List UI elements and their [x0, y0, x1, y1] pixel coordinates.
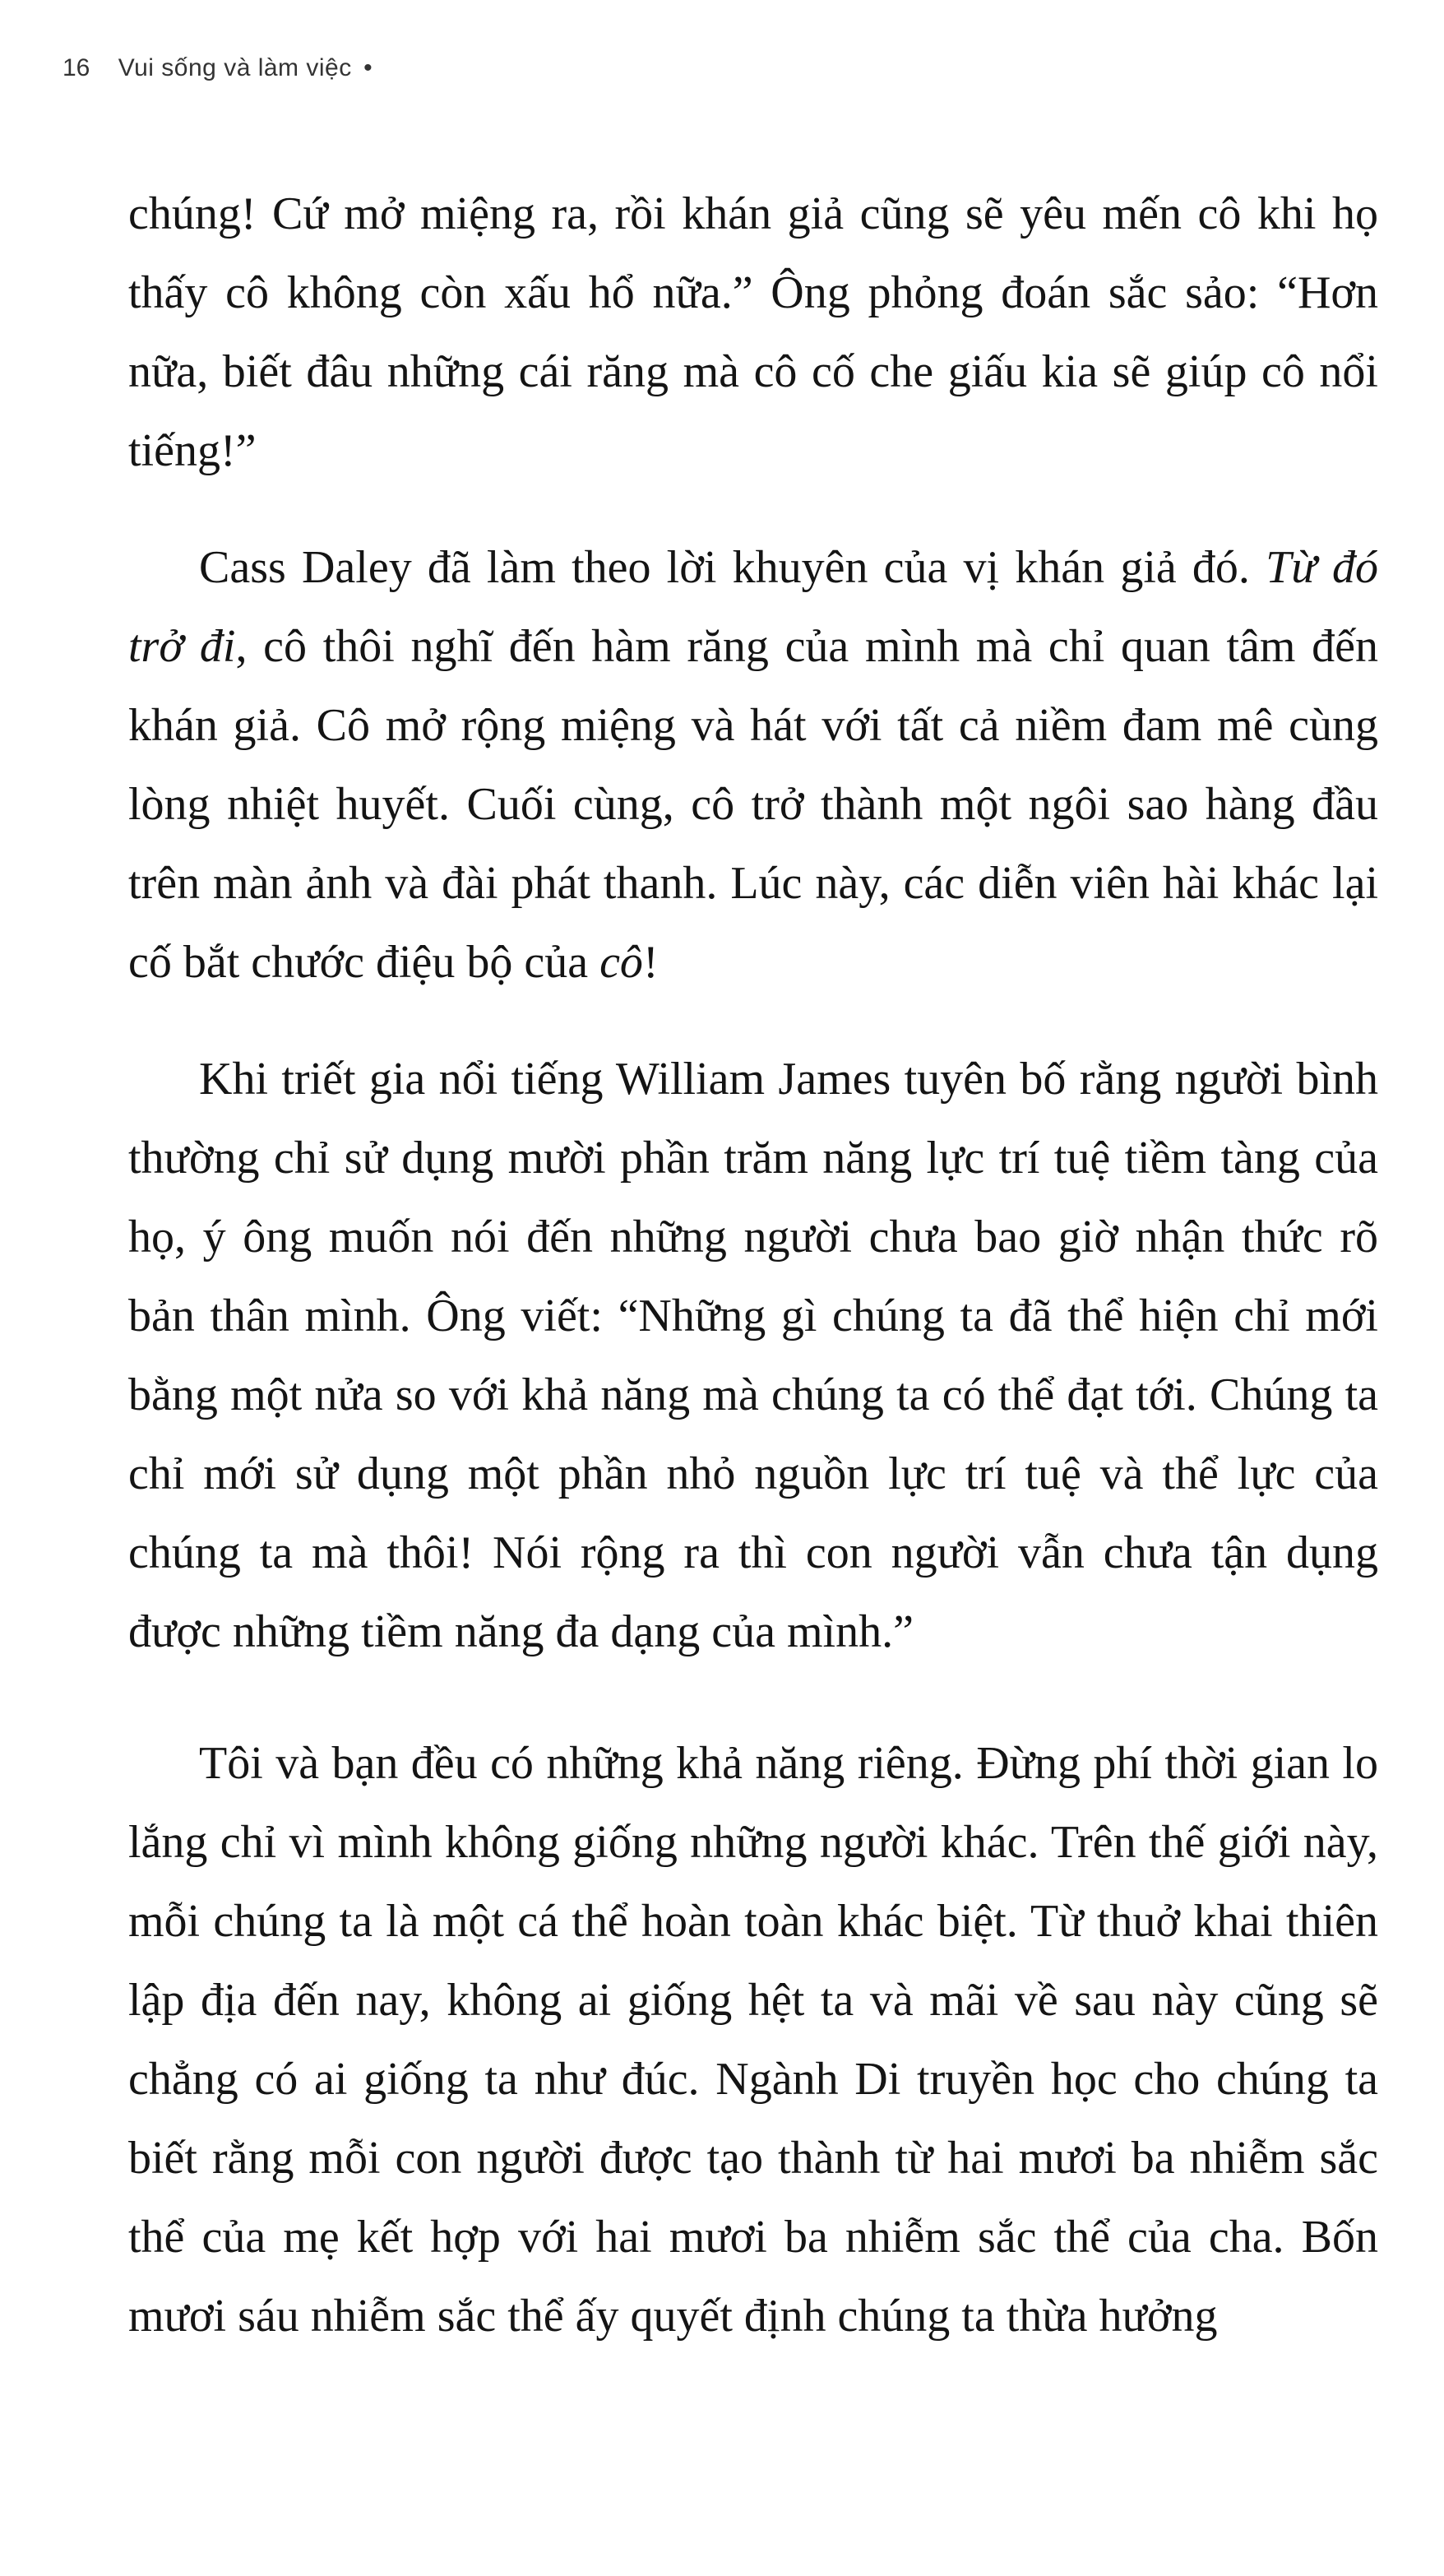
paragraph-3: Khi triết gia nổi tiếng William James tuyên bố rằng người bình thường chỉ sử dụng mười phần trăm năng lực trí tuệ tiềm tàng của họ, ý ông muốn nói đến những người chưa bao giờ nhận thức rõ bản thân mình. Ông viết: “Những gì chúng ta đã thể hiện chỉ mới bằng một nửa so với khả năng mà chúng ta có thể đạt tới. Chúng ta chỉ mới sử dụng một phần nhỏ nguồn lực trí tuệ và thể lực của chúng ta mà thôi! Nói rộng ra thì con người vẫn chưa tận dụng được những tiềm năng đa dạng của mình.” [128, 1054, 1378, 1657]
running-head-mark: • [363, 54, 373, 81]
paragraph-1: chúng! Cứ mở miệng ra, rồi khán giả cũng sẽ yêu mến cô khi họ thấy cô không còn xấu hổ nữa.” Ông phỏng đoán sắc sảo: “Hơn nữa, biết đâu những cái răng mà cô cố che giấu kia sẽ giúp cô nổi tiếng!” [128, 188, 1378, 476]
page-number: 16 [62, 54, 90, 81]
paragraph-2-lead: Cass Daley đã làm theo lời khuyên của vị khán giả đó. [199, 542, 1266, 593]
paragraph-2-emphasis-end: cô [599, 937, 643, 988]
paragraph-2-emphasis: Từ đó trở đi [128, 542, 1378, 672]
body-text [128, 174, 1378, 2356]
book-title: Vui sống và làm việc [118, 54, 352, 81]
paragraph-2 [128, 528, 1378, 1002]
paragraph-4: Tôi và bạn đều có những khả năng riêng. Đừng phí thời gian lo lắng chỉ vì mình không giống những người khác. Trên thế giới này, mỗi chúng ta là một cá thể hoàn toàn khác biệt. Từ thuở khai thiên lập địa đến nay, không ai giống hệt ta và mãi về sau này cũng sẽ chẳng có ai giống ta như đúc. Ngành Di truyền học cho chúng ta biết rằng mỗi con người được tạo thành từ hai mươi ba nhiễm sắc thể của mẹ kết hợp với hai mươi ba nhiễm sắc thể của cha. Bốn mươi sáu nhiễm sắc thể ấy quyết định chúng ta thừa hưởng [128, 1738, 1378, 2342]
paragraph-2-end: ! [642, 937, 659, 988]
running-head [62, 54, 373, 82]
paragraph-2-body: , cô thôi nghĩ đến hàm răng của mình mà chỉ quan tâm đến khán giả. Cô mở rộng miệng và hát với tất cả niềm đam mê cùng lòng nhiệt huyết. Cuối cùng, cô trở thành một ngôi sao hàng đầu trên màn ảnh và đài phát thanh. Lúc này, các diễn viên hài khác lại cố bắt chước điệu bộ của [128, 621, 1378, 988]
